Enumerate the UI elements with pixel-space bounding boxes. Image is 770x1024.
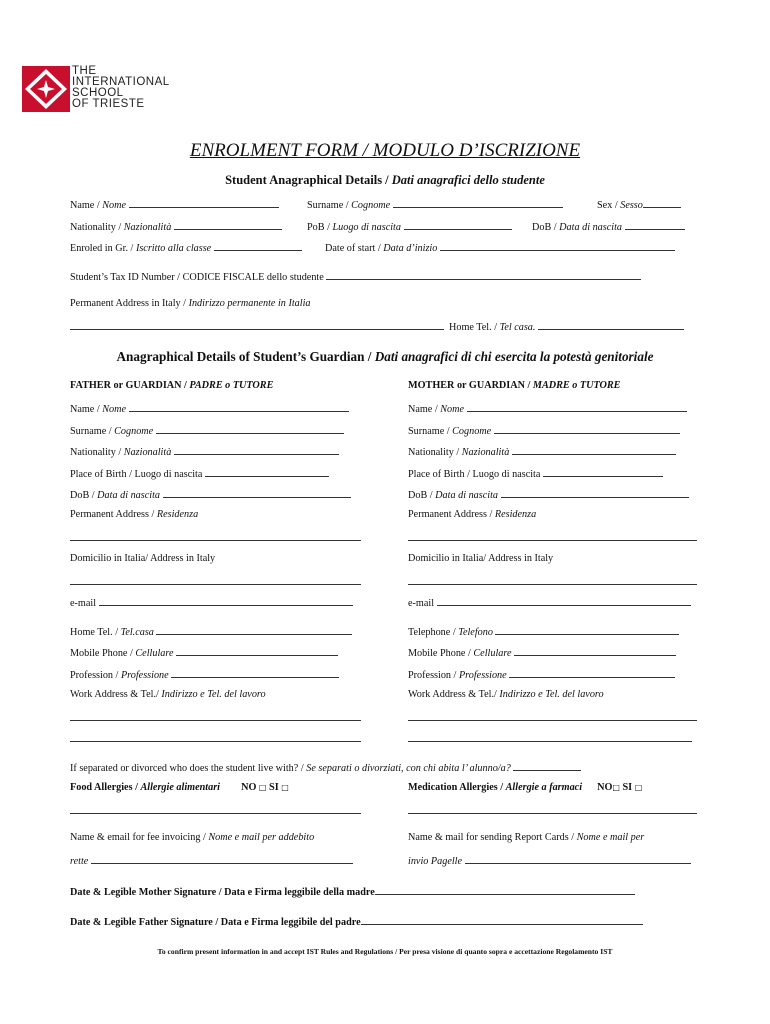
label: Date & Legible Mother Signature / Data e Firma leggibile della madre (70, 887, 375, 898)
label: DoB / (408, 490, 436, 501)
label: Permanent Address / (408, 509, 495, 520)
logo-line: OF TRIESTE (72, 98, 145, 110)
heading-text: Anagraphical Details of Student’s Guardian / (116, 349, 375, 364)
label-it: Professione (120, 670, 169, 681)
father-pob-row (70, 467, 329, 480)
label-it: Nazionalità (123, 222, 172, 233)
label: Work Address & Tel./ (70, 689, 162, 700)
student-home-tel-field[interactable] (538, 320, 684, 330)
mother-name-field[interactable] (467, 402, 687, 412)
heading-text-it: Dati anagrafici di chi esercita la potestà genitoriale (374, 349, 654, 364)
food-no-label: NO (241, 782, 257, 793)
label-it: Sesso (620, 200, 643, 211)
logo-line: INTERNATIONAL (72, 76, 170, 88)
label-it: Indirizzo permanente in Italia (188, 298, 311, 309)
label: Surname / (70, 426, 115, 437)
label-it: Nome e mail per addebito (208, 832, 315, 843)
report-cards-field[interactable] (465, 854, 691, 864)
student-start-row (325, 241, 675, 254)
label: Name / (70, 200, 103, 211)
label: e-mail (408, 598, 435, 609)
label: Home Tel. / (449, 322, 500, 333)
label: Name / (70, 404, 103, 415)
student-name-row (70, 198, 279, 211)
mother-signature-field[interactable] (375, 885, 635, 895)
label: Name & mail for sending Report Cards / (408, 832, 577, 843)
report-cards-row-2 (408, 854, 691, 867)
school-crest-icon (22, 66, 70, 112)
student-address-field[interactable] (70, 329, 444, 330)
medication-si-label: SI (622, 782, 633, 793)
father-work-row (70, 689, 266, 700)
label-it: Allergie a farmaci (505, 782, 583, 793)
label-it: Data d’inizio (383, 243, 438, 254)
heading-text: Student Anagraphical Details / (225, 173, 392, 187)
heading-text-it: Dati anagrafici dello studente (391, 173, 545, 187)
label: Name & email for fee invoicing / (70, 832, 209, 843)
fee-invoicing-row (70, 832, 314, 843)
label: Mobile Phone / (70, 648, 136, 659)
label: Work Address & Tel./ (408, 689, 500, 700)
separated-field[interactable] (513, 761, 581, 771)
mother-profession-field[interactable] (509, 668, 675, 678)
medication-no-label: NO (597, 782, 613, 793)
fee-invoicing-row-2 (70, 854, 353, 867)
form-title: ENROLMENT FORM / MODULO D’ISCRIZIONE (189, 140, 581, 161)
label-it: Cognome (452, 426, 492, 437)
label-it: Tel casa. (499, 322, 536, 333)
father-pob-field[interactable] (205, 467, 329, 477)
label-it: Residenza (156, 509, 199, 520)
label-it: MADRE o TUTORE (532, 380, 621, 391)
mother-mobile-row (408, 646, 676, 659)
mother-domicile-row (408, 553, 553, 564)
mother-mobile-field[interactable] (514, 646, 676, 656)
footer-note: To confirm present information in and accept IST Rules and Regulations / Per presa visione di quanto sopra e accettazione Regolamento IST (157, 947, 613, 956)
logo-line: THE (72, 65, 97, 77)
father-mobile-row (70, 646, 338, 659)
father-residence-row (70, 509, 198, 520)
label: Place of Birth / Luogo di nascita (70, 469, 203, 480)
label-it: Nome (440, 404, 465, 415)
label: Profession / (408, 670, 459, 681)
mother-signature-row (70, 885, 635, 898)
student-section-heading (0, 173, 770, 188)
label: MOTHER or GUARDIAN / (408, 380, 533, 391)
label-it: rette (70, 856, 89, 867)
label: Permanent Address in Italy / (70, 298, 189, 309)
label: Sex / (597, 200, 621, 211)
father-home-tel-row (70, 625, 352, 638)
label: Food Allergies / (70, 782, 141, 793)
label-it: Residenza (494, 509, 537, 520)
father-profession-field[interactable] (171, 668, 339, 678)
father-signature-row (70, 915, 643, 928)
label-it: Nome e mail per (576, 832, 645, 843)
label: If separated or divorced who does the student live with? / (70, 763, 307, 774)
label-it: Se separati o divorziati, con chi abita l’ alunno/a? (306, 763, 511, 774)
label: Home Tel. / (70, 627, 121, 638)
label: Enroled in Gr. / (70, 243, 136, 254)
label-it: Nome (102, 200, 127, 211)
label: DoB / (532, 222, 560, 233)
label: Date & Legible Father Signature / Data e Firma leggibile del padre (70, 917, 361, 928)
father-name-row (70, 402, 349, 415)
food-si-label: SI (269, 782, 279, 793)
label-it: Nazionalità (461, 447, 510, 458)
father-surname-field[interactable] (156, 424, 344, 434)
label: Place of Birth / Luogo di nascita (408, 469, 541, 480)
label: e-mail (70, 598, 97, 609)
mother-nationality-row (408, 445, 676, 458)
student-pob-row (307, 220, 512, 233)
student-sex-field[interactable] (643, 198, 681, 208)
medication-si-checkbox[interactable]: □ (634, 783, 643, 792)
mother-pob-row (408, 467, 663, 480)
father-mobile-field[interactable] (176, 646, 338, 656)
student-dob-field[interactable] (625, 220, 685, 230)
father-nationality-row (70, 445, 339, 458)
mother-surname-row (408, 424, 680, 437)
label: Domicilio in Italia/ Address in Italy (408, 553, 554, 564)
label-it: Nazionalità (123, 447, 172, 458)
student-home-tel-row (449, 320, 684, 333)
father-dob-field[interactable] (163, 488, 351, 498)
label: Nationality / (70, 447, 124, 458)
label: Nationality / (70, 222, 124, 233)
label-it: Iscritto alla classe (135, 243, 212, 254)
medication-no-checkbox[interactable]: □ (612, 783, 620, 792)
mother-nationality-field[interactable] (512, 445, 676, 455)
mother-profession-row (408, 668, 675, 681)
label: PoB / (307, 222, 333, 233)
student-start-field[interactable] (440, 241, 675, 251)
label: DoB / (70, 490, 98, 501)
label-it: Data di nascita (559, 222, 622, 233)
label: FATHER or GUARDIAN / (70, 380, 190, 391)
label-it: Cognome (351, 200, 391, 211)
label: Nationality / (408, 447, 462, 458)
label-it: Nome (102, 404, 127, 415)
mother-telephone-row (408, 625, 679, 638)
student-enroled-row (70, 241, 302, 254)
report-cards-row (408, 832, 644, 843)
label: Surname / (307, 200, 352, 211)
mother-dob-row (408, 488, 689, 501)
student-surname-field[interactable] (393, 198, 563, 208)
father-domicile-field[interactable] (70, 584, 361, 585)
label-it: Professione (458, 670, 507, 681)
label-it: Indirizzo e Tel. del lavoro (499, 689, 604, 700)
father-heading (70, 380, 273, 391)
father-signature-field[interactable] (361, 915, 643, 925)
label-it: Data di nascita (435, 490, 498, 501)
mother-work-row (408, 689, 604, 700)
food-allergies-field[interactable] (70, 813, 361, 814)
student-nationality-field[interactable] (174, 220, 282, 230)
father-domicile-row (70, 553, 215, 564)
label: Medication Allergies / (408, 782, 506, 793)
father-surname-row (70, 424, 344, 437)
mother-email-row (408, 596, 691, 609)
label-it: Luogo di nascita (332, 222, 401, 233)
label: Profession / (70, 670, 121, 681)
guardian-section-heading (0, 349, 770, 365)
label: Telephone / (408, 627, 459, 638)
student-pob-field[interactable] (404, 220, 512, 230)
father-dob-row (70, 488, 351, 501)
label-it: Tel.casa (120, 627, 154, 638)
label-it: Cognome (114, 426, 154, 437)
label-it: Indirizzo e Tel. del lavoro (161, 689, 266, 700)
student-sex-row (597, 198, 681, 211)
label-it: Cellulare (135, 648, 174, 659)
label-it: PADRE o TUTORE (189, 380, 274, 391)
medication-allergies-row (408, 782, 642, 793)
mother-work-field-2[interactable] (408, 741, 692, 742)
label: Student’s Tax ID Number / CODICE FISCALE dello studente (70, 272, 324, 283)
food-no-checkbox[interactable]: □ (258, 783, 267, 792)
separated-row (70, 761, 581, 774)
student-dob-row (532, 220, 685, 233)
student-address-row (70, 298, 311, 309)
student-tax-field[interactable] (326, 270, 641, 280)
father-work-field-1[interactable] (70, 720, 361, 721)
mother-heading (408, 380, 620, 391)
father-work-field-2[interactable] (70, 741, 361, 742)
school-name (72, 66, 170, 110)
father-profession-row (70, 668, 339, 681)
food-allergies-row (70, 782, 289, 793)
label: Name / (408, 404, 441, 415)
father-residence-field[interactable] (70, 540, 361, 541)
student-name-field[interactable] (129, 198, 279, 208)
mother-pob-field[interactable] (543, 467, 663, 477)
label-it: Telefono (458, 627, 493, 638)
label: Surname / (408, 426, 453, 437)
father-email-field[interactable] (99, 596, 353, 606)
mother-residence-field[interactable] (408, 540, 697, 541)
medication-allergies-field[interactable] (408, 813, 697, 814)
student-tax-row (70, 270, 641, 283)
school-logo (22, 66, 202, 116)
father-nationality-field[interactable] (174, 445, 339, 455)
father-name-field[interactable] (129, 402, 349, 412)
student-enroled-field[interactable] (214, 241, 302, 251)
label: Domicilio in Italia/ Address in Italy (70, 553, 216, 564)
logo-line: SCHOOL (72, 87, 124, 99)
mother-residence-row (408, 509, 536, 520)
mother-email-field[interactable] (437, 596, 691, 606)
food-si-checkbox[interactable]: □ (281, 783, 289, 792)
label-it: Data di nascita (97, 490, 160, 501)
mother-dob-field[interactable] (501, 488, 689, 498)
father-home-tel-field[interactable] (156, 625, 352, 635)
student-nationality-row (70, 220, 282, 233)
label-it: Cellulare (473, 648, 512, 659)
label-it: invio Pagelle (408, 856, 463, 867)
label: Permanent Address / (70, 509, 157, 520)
mother-surname-field[interactable] (494, 424, 680, 434)
label-it: Allergie alimentari (140, 782, 220, 793)
student-surname-row (307, 198, 563, 211)
mother-domicile-field[interactable] (408, 584, 697, 585)
label: Date of start / (325, 243, 384, 254)
mother-telephone-field[interactable] (495, 625, 679, 635)
mother-work-field-1[interactable] (408, 720, 697, 721)
mother-name-row (408, 402, 687, 415)
father-email-row (70, 596, 353, 609)
label: Mobile Phone / (408, 648, 474, 659)
fee-invoicing-field[interactable] (91, 854, 353, 864)
